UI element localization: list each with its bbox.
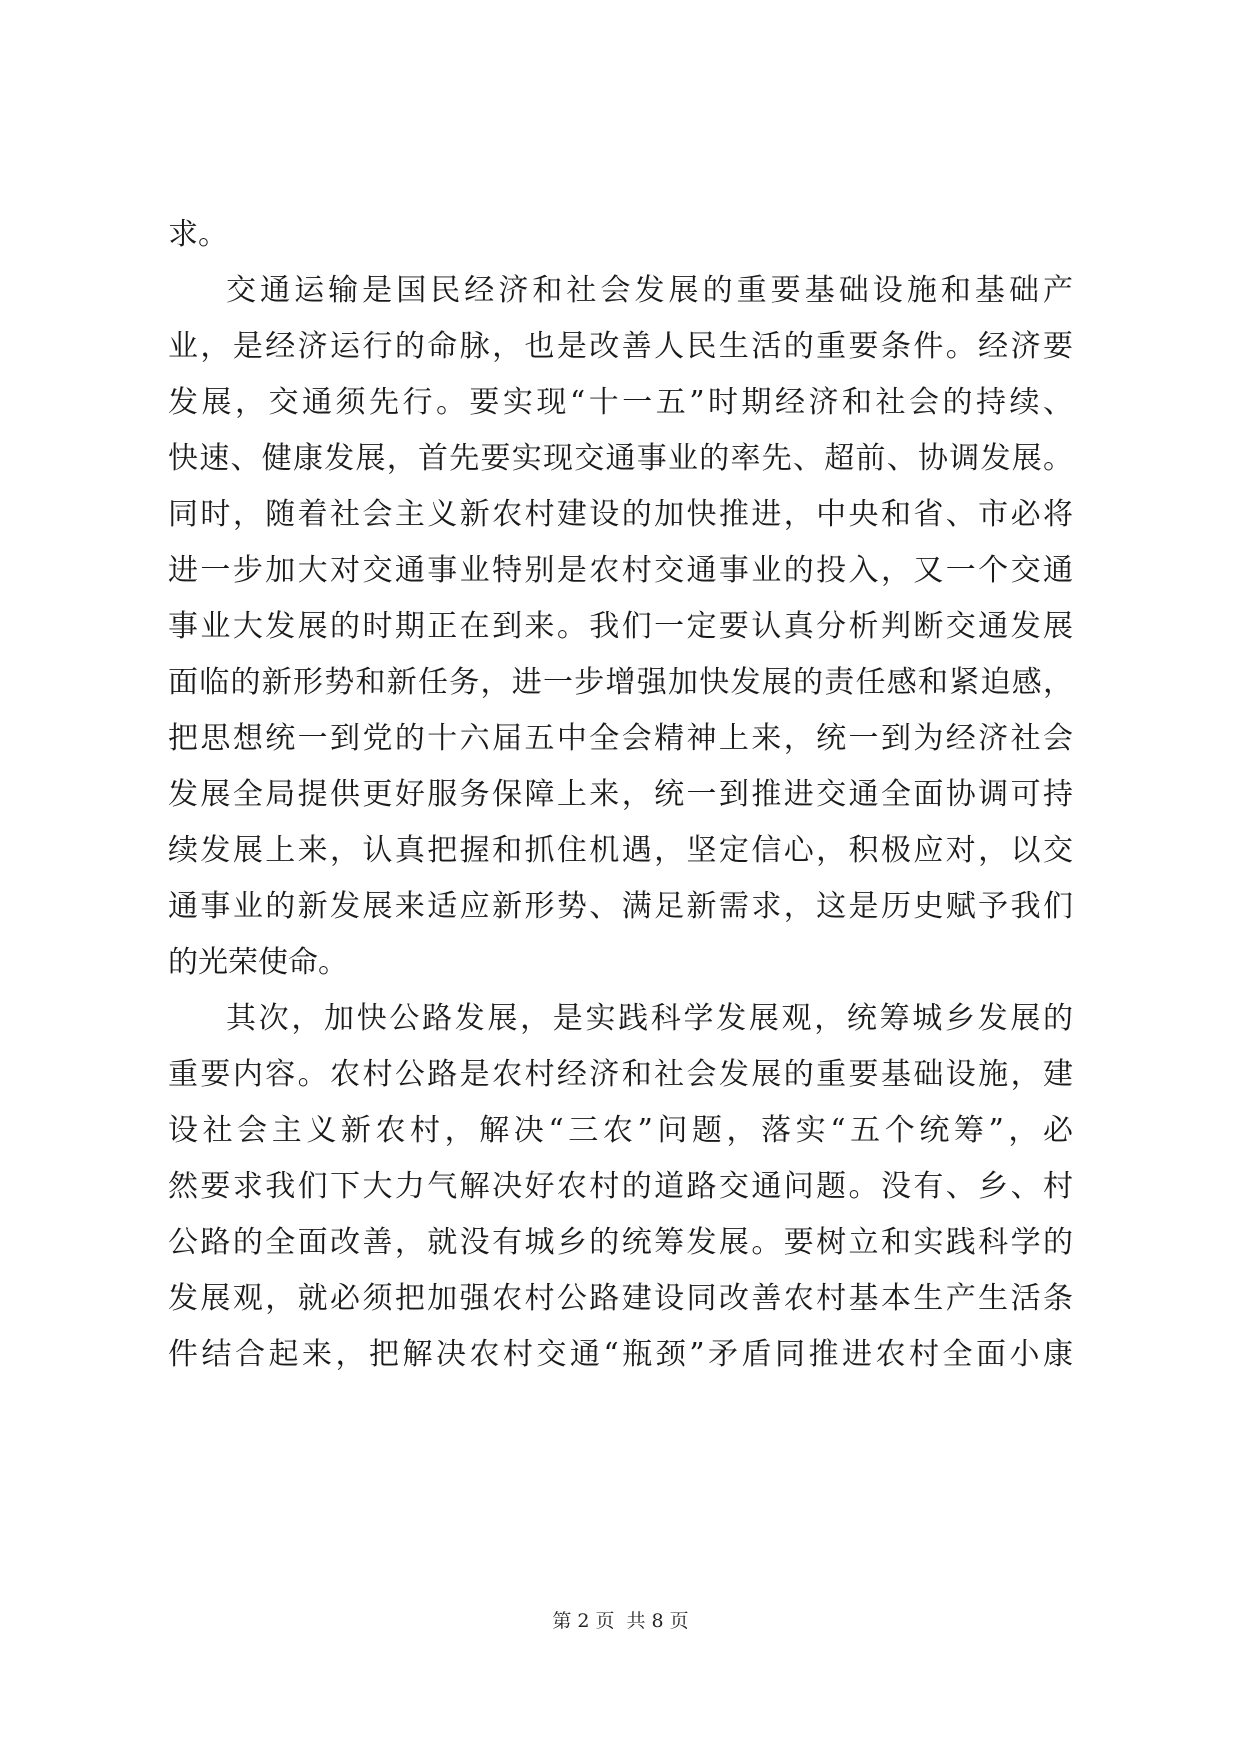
paragraph-line: 同时，随着社会主义新农村建设的加快推进，中央和省、市必将 <box>168 497 1073 532</box>
paragraph-line: 发展全局提供更好服务保障上来，统一到推进交通全面协调可持 <box>168 777 1073 812</box>
paragraph-line: 公路的全面改善，就没有城乡的统筹发展。要树立和实践科学的 <box>168 1225 1073 1260</box>
paragraph-line: 设社会主义新农村，解决“三农”问题，落实“五个统筹”，必 <box>168 1113 1073 1148</box>
paragraph-line: 面临的新形势和新任务，进一步增强加快发展的责任感和紧迫感， <box>168 665 1073 700</box>
paragraph-line: 进一步加大对交通事业特别是农村交通事业的投入，又一个交通 <box>168 553 1073 588</box>
document-body <box>168 207 1073 1383</box>
paragraph-line: 发展观，就必须把加强农村公路建设同改善农村基本生产生活条 <box>168 1281 1073 1316</box>
paragraph-line: 把思想统一到党的十六届五中全会精神上来，统一到为经济社会 <box>168 721 1073 756</box>
paragraph-line: 交通运输是国民经济和社会发展的重要基础设施和基础产 <box>226 273 1073 308</box>
paragraph-line: 通事业的新发展来适应新形势、满足新需求，这是历史赋予我们 <box>168 889 1073 924</box>
paragraph-line: 重要内容。农村公路是农村经济和社会发展的重要基础设施，建 <box>168 1057 1073 1092</box>
paragraph-line: 的光荣使命。 <box>168 945 348 980</box>
page-footer <box>0 1606 1241 1633</box>
paragraph-line: 件结合起来，把解决农村交通“瓶颈”矛盾同推进农村全面小康 <box>168 1337 1073 1372</box>
paragraph-line: 发展，交通须先行。要实现“十一五”时期经济和社会的持续、 <box>168 385 1073 420</box>
paragraph-line: 快速、健康发展，首先要实现交通事业的率先、超前、协调发展。 <box>168 441 1073 476</box>
paragraph-line: 然要求我们下大力气解决好农村的道路交通问题。没有、乡、村 <box>168 1169 1073 1204</box>
paragraph-line: 求。 <box>168 217 228 252</box>
page-number: 第 2 页 <box>552 1610 615 1632</box>
page-total: 共 8 页 <box>626 1610 689 1632</box>
paragraph-line: 其次，加快公路发展，是实践科学发展观，统筹城乡发展的 <box>226 1001 1073 1036</box>
paragraph-line: 续发展上来，认真把握和抓住机遇，坚定信心，积极应对，以交 <box>168 833 1073 868</box>
paragraph-line: 事业大发展的时期正在到来。我们一定要认真分析判断交通发展 <box>168 609 1073 644</box>
paragraph-line: 业，是经济运行的命脉，也是改善人民生活的重要条件。经济要 <box>168 329 1073 364</box>
